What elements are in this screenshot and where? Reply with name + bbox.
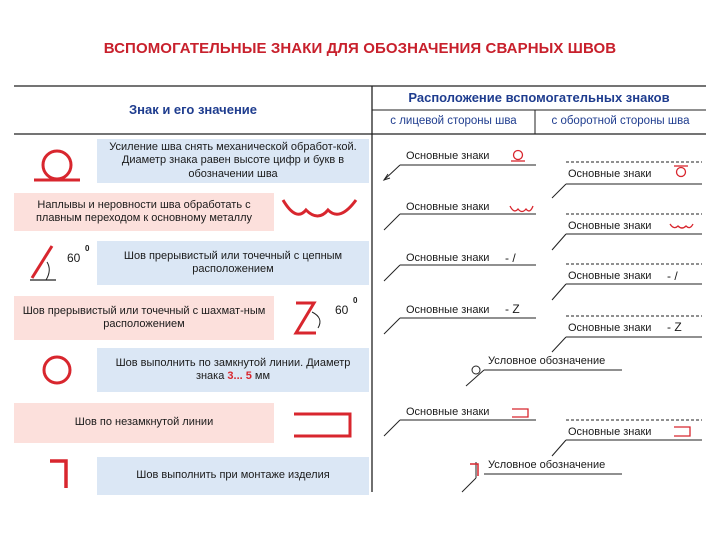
row3-back-symbol: - / [667,269,678,283]
row1-description: Усиление шва снять механической обработ-кой. Диаметр знака равен высоте цифр и букв в обозначении шва [97,139,369,183]
row4-front-symbol: - Z [505,302,520,316]
row3-angle: 60 [67,251,81,265]
row2-description: Наплывы и неровности шва обработать с плавным переходом к основному металлу [14,193,274,231]
row7-description: Шов выполнить при монтаже изделия [97,457,369,495]
row1-back-label: Основные знаки [568,168,652,180]
row3-front-symbol: - / [505,251,516,265]
row3-back-label: Основные знаки [568,270,652,282]
row4-description: Шов прерывистый или точечный с шахмат-ным расположением [14,296,274,340]
row2-back-label: Основные знаки [568,220,652,232]
row3-front-label: Основные знаки [406,252,490,264]
row7-label: Условное обозначение [488,459,606,471]
row4-back-symbol: - Z [667,320,682,334]
header-back-side: с оборотной стороны шва [551,115,690,127]
row6-back-label: Основные знаки [568,426,652,438]
row5-label: Условное обозначение [488,355,606,367]
row3-description: Шов прерывистый или точечный с цепным расположением [97,241,369,285]
row2-front-label: Основные знаки [406,201,490,213]
row4-angle: 60 [335,303,349,317]
row6-front-label: Основные знаки [406,406,490,418]
header-placement: Расположение вспомогательных знаков [408,90,670,105]
row1-front-label: Основные знаки [406,150,490,162]
row4-back-label: Основные знаки [568,322,652,334]
header-sign-meaning: Знак и его значение [128,102,258,117]
row3-degree: 0 [85,244,90,253]
row4-front-label: Основные знаки [406,304,490,316]
row6-description: Шов по незамкнутой линии [14,403,274,443]
row4-degree: 0 [353,296,358,305]
page-title: ВСПОМОГАТЕЛЬНЫЕ ЗНАКИ ДЛЯ ОБОЗНАЧЕНИЯ СВАРНЫХ ШВОВ [103,40,617,57]
row5-description: Шов выполнить по замкнутой линии. Диаметр знака 3... 5 мм [97,348,369,392]
header-front-side: с лицевой стороны шва [390,115,517,127]
